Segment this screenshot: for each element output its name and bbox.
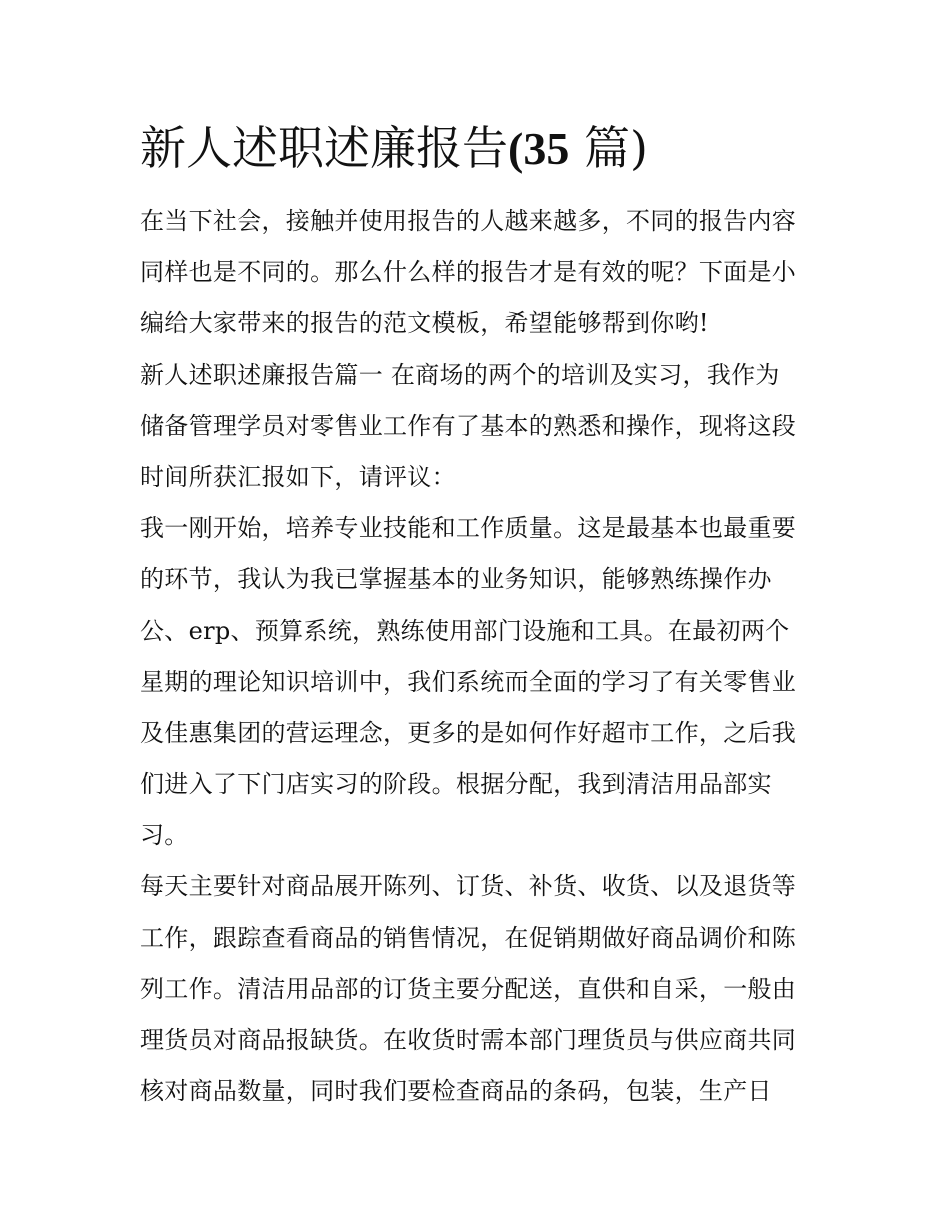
text-line: 习。 (140, 821, 189, 850)
text-line: 在当下社会，接触并使用报告的人越来越多，不同的报告内容 (140, 207, 797, 235)
text-line: 公、erp、预算系统，熟练使用部门设施和工具。在最初两个 (140, 616, 790, 645)
text-line: 时间所获汇报如下，请评议： (140, 462, 456, 491)
text-line: 储备管理学员对零售业工作有了基本的熟悉和操作，现将这段 (140, 411, 797, 440)
text-line: 理货员对商品报缺货。在收货时需本部门理货员与供应商共同 (140, 1026, 797, 1054)
text-line: 工作，跟踪查看商品的销售情况，在促销期做好商品调价和陈 (140, 923, 797, 952)
document-body (140, 196, 830, 1117)
text-line: 新人述职述廉报告篇一 在商场的两个的培训及实习，我作为 (140, 360, 780, 389)
text-line: 的环节，我认为我已掌握基本的业务知识，能够熟练操作办 (140, 565, 772, 594)
title-suffix: 篇) (583, 121, 648, 175)
title-count: (35 (508, 123, 570, 174)
text-line: 们进入了下门店实习的阶段。根据分配，我到清洁用品部实 (140, 770, 772, 799)
text-line: 星期的理论知识培训中，我们系统而全面的学习了有关零售业 (140, 667, 797, 696)
text-line: 同样也是不同的。那么什么样的报告才是有效的呢？下面是小 (140, 258, 797, 287)
text-line: 核对商品数量，同时我们要检查商品的条码，包装，生产日 (140, 1077, 772, 1106)
title-text: 新人述职述廉报告 (140, 121, 508, 175)
text-line: 编给大家带来的报告的范文模板，希望能够帮到你哟! (140, 309, 709, 338)
text-line: 我一刚开始，培养专业技能和工作质量。这是最基本也最重要 (140, 514, 797, 543)
text-line: 列工作。清洁用品部的订货主要分配送，直供和自采，一般由 (140, 974, 797, 1003)
text-line: 每天主要针对商品展开陈列、订货、补货、收货、以及退货等 (140, 872, 797, 901)
document-title (140, 118, 840, 179)
text-line: 及佳惠集团的营运理念，更多的是如何作好超市工作，之后我 (140, 718, 797, 747)
